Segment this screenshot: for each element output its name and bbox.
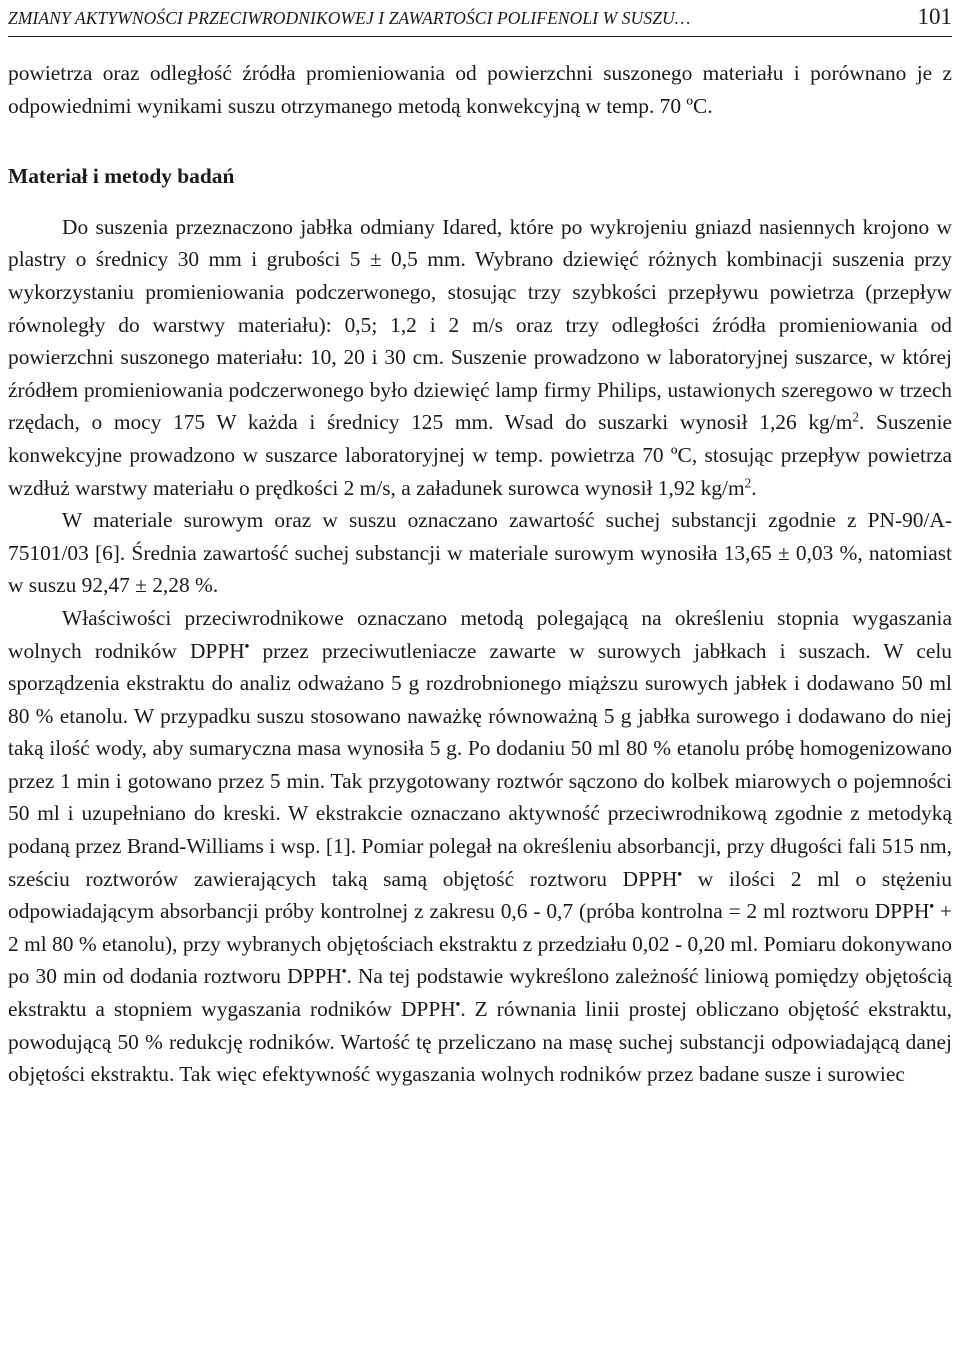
paragraph-dry-matter: W materiale surowym oraz w suszu oznaczano zawartość suchej substancji zgodnie z PN-90/A-75101/03 [6]. Średnia zawartość suchej substancji w materiale surowym wynosiła 13,65 ± 0,03 %, natomiast w suszu 92,47 ± 2,28 %.	[8, 508, 952, 598]
radical-dot: •	[341, 964, 347, 980]
paragraph-antiradical	[8, 602, 952, 1091]
running-header	[8, 2, 952, 37]
radical-dot: •	[455, 996, 461, 1012]
text-run: . Z równania linii prostej obliczano objętość ekstraktu, powodującą 50 % redukcję rodników. Wartość tę przeliczano na masę suchej substancji odpowiadającą danej objętości ekstraktu. Tak więc efektywność wygaszania wolnych rodników przez badane susze i surowiec	[8, 997, 953, 1087]
paragraph-materials	[8, 211, 952, 504]
document-page	[8, 0, 952, 1091]
superscript: 2	[744, 475, 752, 491]
intro-paragraph: powietrza oraz odległość źródła promieniowania od powierzchni suszonego materiału i porównano je z odpowiednimi wynikami suszu otrzymanego metodą konwekcyjną w temp. 70 ºC.	[8, 61, 952, 118]
running-title: ZMIANY AKTYWNOŚCI PRZECIWRODNIKOWEJ I ZAWARTOŚCI POLIFENOLI W SUSZU…	[8, 8, 691, 28]
radical-dot: •	[929, 898, 935, 914]
text-run: przez przeciwutleniacze zawarte w surowych jabłkach i suszach. W celu sporządzenia ekstraktu do analiz odważano 5 g rozdrobnionego miąższu surowych jabłek i dodawano 50 ml 80 % etanolu. W przypadku suszu stosowano naważkę równoważną 5 g jabłka surowego i dodawano do niej taką ilość wody, aby sumaryczna masa wynosiła 5 g. Po dodaniu 50 ml 80 % etanolu próbę homogenizowano przez 1 min i gotowano przez 5 min. Tak przygotowany roztwór sączono do kolbek miarowych o pojemności 50 ml i uzupełniano do kreski. W ekstrakcie oznaczano aktywność przeciwrodnikową zgodnie z metodyką podaną przez Brand-Williams i wsp. [1]. Pomiar polegał na określeniu absorbancji, przy długości fali 515 nm, sześciu roztworów zawierających taką samą objętość roztworu DPPH	[8, 638, 952, 891]
text-run: Do suszenia przeznaczono jabłka odmiany Idared, które po wykrojeniu gniazd nasiennych krojono w plastry o średnicy 30 mm i grubości 5 ± 0,5 mm. Wybrano dziewięć różnych kombinacji suszenia przy wykorzystaniu promieniowania podczerwonego, stosując trzy szybkości przepływu powietrza (przepływ równoległy do warstwy materiału): 0,5; 1,2 i 2 m/s oraz trzy odległości źródła promieniowania od powierzchni suszonego materiału: 10, 20 i 30 cm. Suszenie prowadzono w laboratoryjnej suszarce, w której źródłem promieniowania podczerwonego było dziewięć lamp firmy Philips, ustawionych szeregowo w trzech rzędach, o mocy 175 W każda i średnicy 125 mm. Wsad do suszarki wynosił 1,26 kg/m	[8, 214, 952, 435]
radical-dot: •	[677, 866, 682, 882]
document-body	[8, 57, 952, 1091]
superscript: 2	[852, 410, 859, 426]
text-run: . Suszenie konwekcyjne prowadzono w suszarce laboratoryjnej w temp. powietrza 70 ºC, stosując przepływ powietrza wzdłuż warstwy materiału o prędkości 2 m/s, a załadunek surowca wynosił 1,92 kg/m	[8, 410, 953, 500]
text-run: . Na tej podstawie wykreślono zależność liniową pomiędzy objętością ekstraktu a stopniem wygaszania rodników DPPH	[8, 964, 953, 1022]
page-number: 101	[917, 4, 952, 29]
radical-dot: •	[244, 638, 250, 654]
text-run: Właściwości przeciwrodnikowe oznaczano metodą polegającą na określeniu stopnia wygaszania wolnych rodników DPPH	[8, 605, 952, 663]
section-heading: Materiał i metody badań	[8, 164, 235, 189]
text-run: .	[751, 475, 757, 500]
text-run: + 2 ml 80 % etanolu), przy wybranych objętościach ekstraktu z przedziału 0,02 - 0,20 ml. Pomiaru dokonywano po 30 min od dodania roztworu DPPH	[8, 899, 952, 989]
text-run: w ilości 2 ml o stężeniu odpowiadającym absorbancji próby kontrolnej z zakresu 0,6 - 0,7 (próba kontrolna = 2 ml roztworu DPPH	[8, 866, 952, 924]
